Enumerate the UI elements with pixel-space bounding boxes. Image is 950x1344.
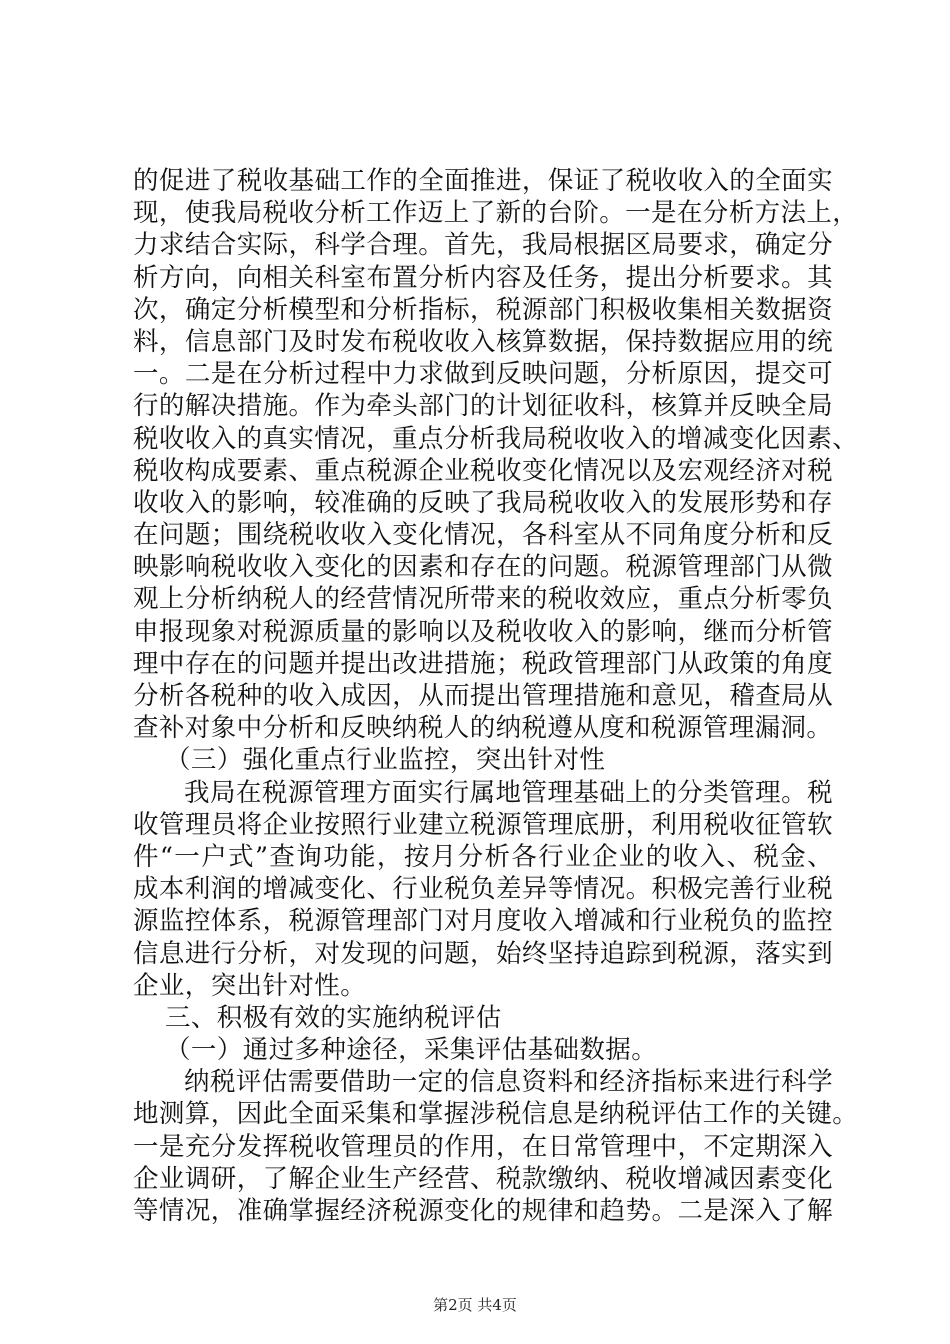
text-line: 地测算，因此全面采集和掌握涉税信息是纳税评估工作的关键。 (133, 1099, 859, 1130)
subsection-heading: （一）通过多种途径，采集评估基础数据。 (165, 1035, 658, 1066)
text-line: 行的解决措施。作为牵头部门的计划征收科，核算并反映全局 (133, 391, 833, 422)
text-line: 成本利润的增减变化、行业税负差异等情况。积极完善行业税 (133, 874, 833, 905)
text-line: 在问题；围绕税收收入变化情况，各科室从不同角度分析和反 (133, 520, 833, 551)
text-line: 纳税评估需要借助一定的信息资料和经济指标来进行科学 (184, 1067, 833, 1098)
text-line: 观上分析纳税人的经营情况所带来的税收效应，重点分析零负 (133, 584, 833, 615)
text-line: 收管理员将企业按照行业建立税源管理底册，利用税收征管软 (133, 809, 833, 840)
text-line: 一是充分发挥税收管理员的作用，在日常管理中，不定期深入 (133, 1131, 833, 1162)
text-line: 分析各税种的收入成因，从而提出管理措施和意见，稽查局从 (133, 681, 833, 711)
text-line: 力求结合实际，科学合理。首先，我局根据区局要求，确定分 (133, 230, 833, 261)
text-line: 理中存在的问题并提出改进措施；税政管理部门从政策的角度 (133, 648, 833, 679)
text-line: 的促进了税收基础工作的全面推进，保证了税收收入的全面实 (133, 166, 833, 196)
text-line: 现，使我局税收分析工作迈上了新的台阶。一是在分析方法上， (133, 198, 859, 229)
text-line: 收收入的影响，较准确的反映了我局税收收入的发展形势和存 (133, 487, 833, 518)
text-line: 料，信息部门及时发布税收收入核算数据，保持数据应用的统 (133, 326, 833, 357)
text-line: 映影响税收收入变化的因素和存在的问题。税源管理部门从微 (133, 552, 833, 583)
text-line: 查补对象中分析和反映纳税人的纳税遵从度和税源管理漏洞。 (133, 713, 833, 744)
page-number-footer: 第2页 共4页 (433, 1296, 517, 1314)
text-line: 一。二是在分析过程中力求做到反映问题，分析原因，提交可 (133, 359, 833, 390)
text-line: 税收收入的真实情况，重点分析我局税收收入的增减变化因素、 (133, 423, 859, 454)
text-line: 企业调研，了解企业生产经营、税款缴纳、税收增减因素变化 (133, 1163, 833, 1194)
text-line: 申报现象对税源质量的影响以及税收收入的影响，继而分析管 (133, 616, 833, 647)
document-body (133, 165, 859, 1227)
text-line: 次，确定分析模型和分析指标，税源部门积极收集相关数据资 (133, 294, 833, 325)
text-line: 信息进行分析，对发现的问题，始终坚持追踪到税源，落实到 (133, 938, 833, 969)
section-heading: （三）强化重点行业监控，突出针对性 (165, 745, 606, 776)
text-line: 税收构成要素、重点税源企业税收变化情况以及宏观经济对税 (133, 455, 833, 486)
text-line: 源监控体系，税源管理部门对月度收入增减和行业税负的监控 (133, 906, 833, 937)
section-heading: 三、积极有效的实施纳税评估 (165, 1002, 502, 1033)
text-line: 件“一户式”查询功能，按月分析各行业企业的收入、税金、 (133, 841, 833, 872)
text-line: 企业，突出针对性。 (133, 970, 367, 1001)
text-line: 我局在税源管理方面实行属地管理基础上的分类管理。税 (184, 777, 833, 808)
text-line: 析方向，向相关科室布置分析内容及任务，提出分析要求。其 (133, 262, 833, 293)
text-line: 等情况，准确掌握经济税源变化的规律和趋势。二是深入了解 (133, 1196, 833, 1226)
